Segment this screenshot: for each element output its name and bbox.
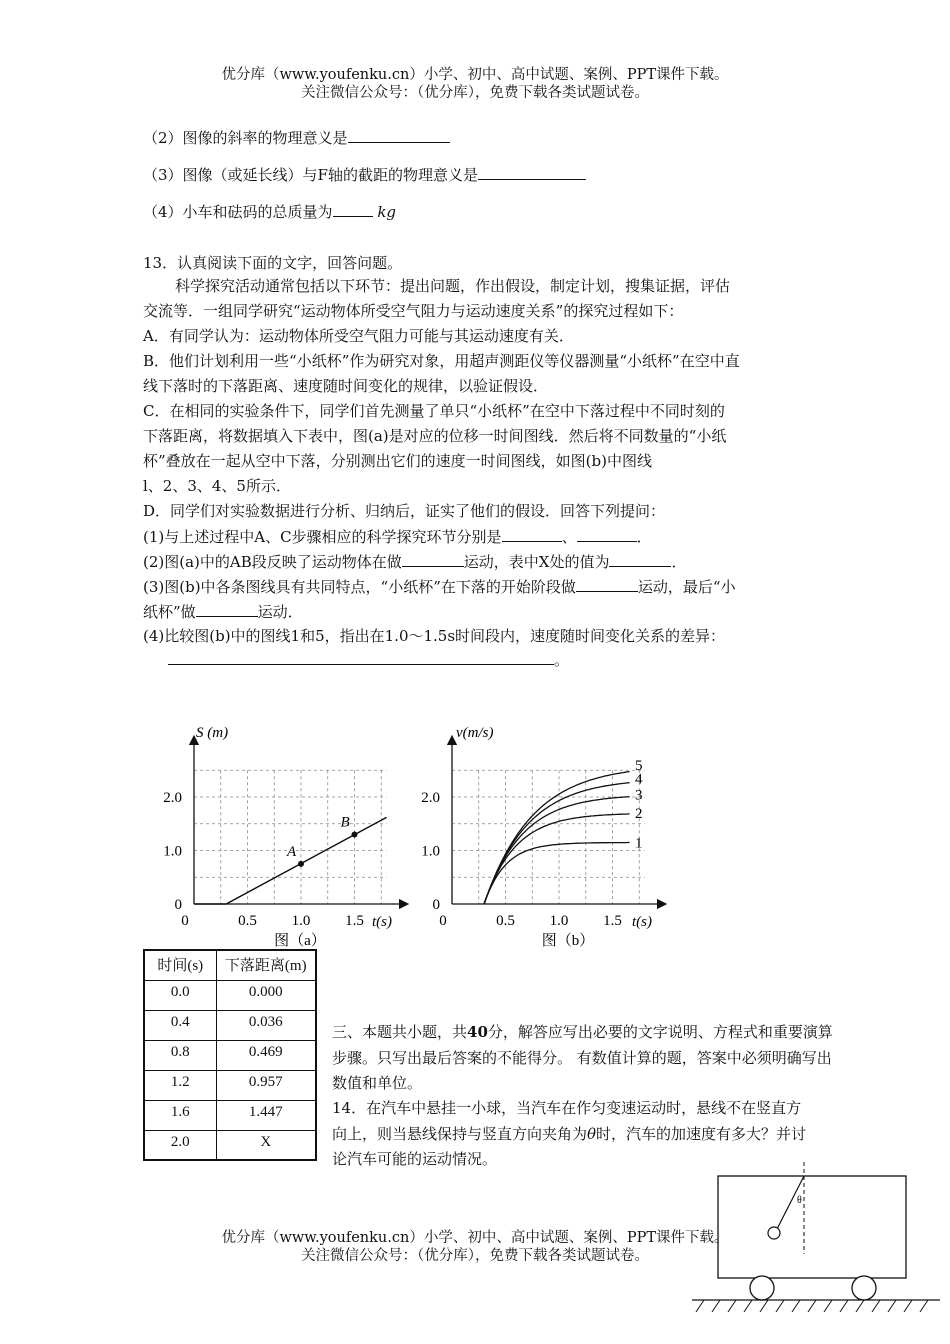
- chart-a-ticks: [163, 790, 364, 929]
- answer-blank: [609, 551, 671, 567]
- data-table: [143, 949, 317, 1161]
- table-cell: 0.469: [216, 1040, 316, 1070]
- q13-step-c-3: 杯”叠放在一起从空中下落，分别测出它们的速度一时间图线，如图(b)中图线: [143, 452, 652, 470]
- chart-a: [160, 720, 420, 952]
- series-line-s-t: [194, 817, 387, 904]
- q13-step-b-2: 线下落时的下落距离、速度随时间变化的规律，以验证假设．: [143, 377, 549, 395]
- data-point-label: A: [287, 843, 297, 860]
- table-row: [144, 980, 316, 1010]
- q12-part-2: [143, 127, 450, 148]
- chart-b-ylabel: v(m/s): [456, 725, 494, 741]
- table-row: [144, 1070, 316, 1100]
- car-wheel: [852, 1276, 876, 1300]
- chart-a-ylabel: S (m): [196, 725, 229, 741]
- q1-end: ．: [636, 528, 652, 546]
- table-row: [144, 1010, 316, 1040]
- table-cell: 0.8: [144, 1040, 216, 1070]
- table-header-row: [144, 950, 316, 980]
- q2-text-b: 运动，表中X处的值为: [463, 553, 610, 571]
- answer-blank: [348, 127, 450, 143]
- q14-text-b: 时，汽车的加速度有多大？并讨论汽车可能的运动情况。: [332, 1124, 807, 1168]
- table-cell: 1.6: [144, 1100, 216, 1130]
- q14-text-a: 14．在汽车中悬挂一小球，当汽车在作匀变速运动时，悬线不在竖直方向上，则当悬线保持与竖直方向夹角为: [332, 1099, 802, 1143]
- unit-kg: kg: [377, 203, 397, 221]
- answer-blank: [502, 526, 562, 542]
- table-row: [144, 1130, 316, 1160]
- table-row: [144, 1100, 316, 1130]
- q14-theta: θ: [587, 1124, 597, 1143]
- chart-b-grid: [452, 770, 645, 904]
- table-header-cell: 下落距离(m): [216, 950, 316, 980]
- data-point-label: B: [340, 814, 350, 831]
- q13-step-b-1: B．他们计划利用一些“小纸杯”作为研究对象，用超声测距仪等仪器测量“小纸杯”在空中直: [143, 352, 740, 370]
- section-3-intro-a: 三、本题共小题，共: [332, 1023, 468, 1041]
- series-label-5: 5: [634, 757, 643, 774]
- y-tick-label: 0: [432, 897, 440, 913]
- chart-a-points: [286, 814, 358, 866]
- table-cell: 2.0: [144, 1130, 216, 1160]
- header-line-2: 关注微信公众号：（优分库），免费下载各类试题试卷。: [301, 85, 649, 101]
- y-tick-label: 2.0: [163, 790, 182, 806]
- chart-a-grid: [194, 770, 387, 904]
- table-row: [144, 1040, 316, 1070]
- series-label-2: 2: [634, 806, 643, 823]
- table-header-cell: 时间(s): [144, 950, 216, 980]
- q12-part-3-text: （3）图像（或延长线）与F轴的截距的物理意义是: [143, 166, 478, 184]
- q1-separator: 、: [561, 528, 577, 546]
- chart-b-title: 图（b）: [541, 933, 595, 949]
- x-tick-label: 0.5: [238, 913, 257, 929]
- q13-question-4-answer: [168, 649, 569, 670]
- table-cell: X: [216, 1130, 316, 1160]
- q13-title: 13．认真阅读下面的文字，回答问题。: [143, 254, 403, 272]
- answer-blank: [576, 576, 638, 592]
- q13-question-2: [143, 551, 686, 572]
- y-tick-label: 2.0: [421, 790, 440, 806]
- y-tick-label: 0: [174, 897, 182, 913]
- q13-question-3: [143, 576, 736, 597]
- section-3-intro-b: 分，解答应写出必要的文字说明、方程式和重要演算步骤。只写出最后答案的不能得分。 有数值计算的题，答案中必须明确写出数值和单位。: [332, 1023, 833, 1092]
- q12-part-4-text: （4）小车和砝码的总质量为: [143, 203, 333, 221]
- q2-end: ．: [671, 553, 687, 571]
- y-tick-label: 1.0: [421, 843, 440, 860]
- q3-text-b: 运动，最后“小: [637, 578, 736, 596]
- table-cell: 0.957: [216, 1070, 316, 1100]
- series-label-4: 4: [634, 771, 643, 788]
- q13-step-d: D．同学们对实验数据进行分析、归纳后，证实了他们的假设．回答下列提问：: [143, 502, 666, 520]
- table-cell: 0.036: [216, 1010, 316, 1040]
- q13-intro-2: 交流等．一组同学研究“运动物体所受空气阻力与运动速度关系”的探究过程如下：: [143, 302, 684, 320]
- series-label-3: 3: [634, 787, 643, 804]
- x-tick-label: 1.5: [603, 913, 622, 929]
- series-line-5: [484, 772, 629, 904]
- q13-question-3-cont: [143, 601, 303, 622]
- section-3-points: 40: [467, 1023, 488, 1041]
- table-cell: 0.0: [144, 980, 216, 1010]
- car-wheel: [750, 1276, 774, 1300]
- chart-a-series: [194, 817, 387, 904]
- footer-line-2: 关注微信公众号：（优分库），免费下载各类试题试卷。: [301, 1248, 649, 1264]
- table-cell: 0.000: [216, 980, 316, 1010]
- table-cell: 0.4: [144, 1010, 216, 1040]
- series-line-1: [484, 843, 629, 905]
- x-tick-label: 0: [181, 913, 189, 929]
- ground-hatching: [696, 1300, 928, 1312]
- chart-a-xlabel: t(s): [372, 914, 392, 930]
- x-tick-label: 1.5: [345, 913, 364, 929]
- header-line-1: 优分库（www.youfenku.cn）小学、初中、高中试题、案例、PPT课件下载。: [221, 67, 729, 83]
- q1-text: (1)与上述过程中A、C步骤相应的科学探究环节分别是: [143, 528, 502, 546]
- x-tick-label: 0: [439, 913, 447, 929]
- q13-intro-1: 科学探究活动通常包括以下环节：提出问题，作出假设，制定计划，搜集证据，评估: [175, 277, 731, 295]
- table-cell: 1.447: [216, 1100, 316, 1130]
- data-point-a: [298, 861, 304, 867]
- q3-text-a: (3)图(b)中各条图线具有共同特点，“小纸杯”在下落的开始阶段做: [143, 578, 576, 596]
- answer-blank: [196, 601, 258, 617]
- q4-end: 。: [554, 651, 570, 669]
- series-label-1: 1: [634, 835, 643, 852]
- chart-b-series: [484, 758, 643, 904]
- q12-part-3: [143, 164, 586, 185]
- chart-b: [418, 720, 680, 952]
- series-line-2: [484, 814, 629, 904]
- footer-line-1: 优分库（www.youfenku.cn）小学、初中、高中试题、案例、PPT课件下载。: [221, 1230, 729, 1246]
- x-tick-label: 0.5: [496, 913, 515, 929]
- y-tick-label: 1.0: [163, 843, 182, 860]
- q13-step-c-2: 下落距离，将数据填入下表中，图(a)是对应的位移一时间图线．然后将不同数量的“小纸: [143, 427, 727, 445]
- x-tick-label: 1.0: [549, 913, 569, 929]
- q13-step-c-1: C．在相同的实验条件下，同学们首先测量了单只“小纸杯”在空中下落过程中不同时刻的: [143, 402, 725, 420]
- q3-text-d: 运动．: [257, 603, 303, 621]
- answer-blank: [333, 201, 373, 217]
- q13-question-1: [143, 526, 652, 547]
- chart-b-xlabel: t(s): [632, 914, 652, 930]
- answer-blank: [402, 551, 464, 567]
- answer-blank: [478, 164, 586, 180]
- data-point-b: [352, 831, 358, 837]
- table-cell: 1.2: [144, 1070, 216, 1100]
- q13-step-c-4: l、2、3、4、5所示．: [143, 477, 291, 495]
- q13-question-4: (4)比较图(b)中的图线1和5，指出在1.0～1.5s时间段内，速度随时间变化关系的差异：: [143, 627, 726, 645]
- q3-text-c: 纸杯”做: [143, 603, 196, 621]
- answer-blank: [168, 649, 554, 665]
- q12-part-2-text: （2）图像的斜率的物理意义是: [143, 129, 348, 147]
- angle-label: θ: [797, 1195, 802, 1206]
- section-3-intro: [332, 1020, 837, 1097]
- q2-text-a: (2)图(a)中的AB段反映了运动物体在做: [143, 553, 402, 571]
- x-tick-label: 1.0: [291, 913, 311, 929]
- chart-b-ticks: [421, 790, 622, 929]
- chart-a-title: 图（a）: [274, 933, 326, 949]
- q13-step-a: A．有同学认为：运动物体所受空气阻力可能与其运动速度有关．: [143, 327, 574, 345]
- q12-part-4: [143, 201, 396, 222]
- answer-blank: [577, 526, 637, 542]
